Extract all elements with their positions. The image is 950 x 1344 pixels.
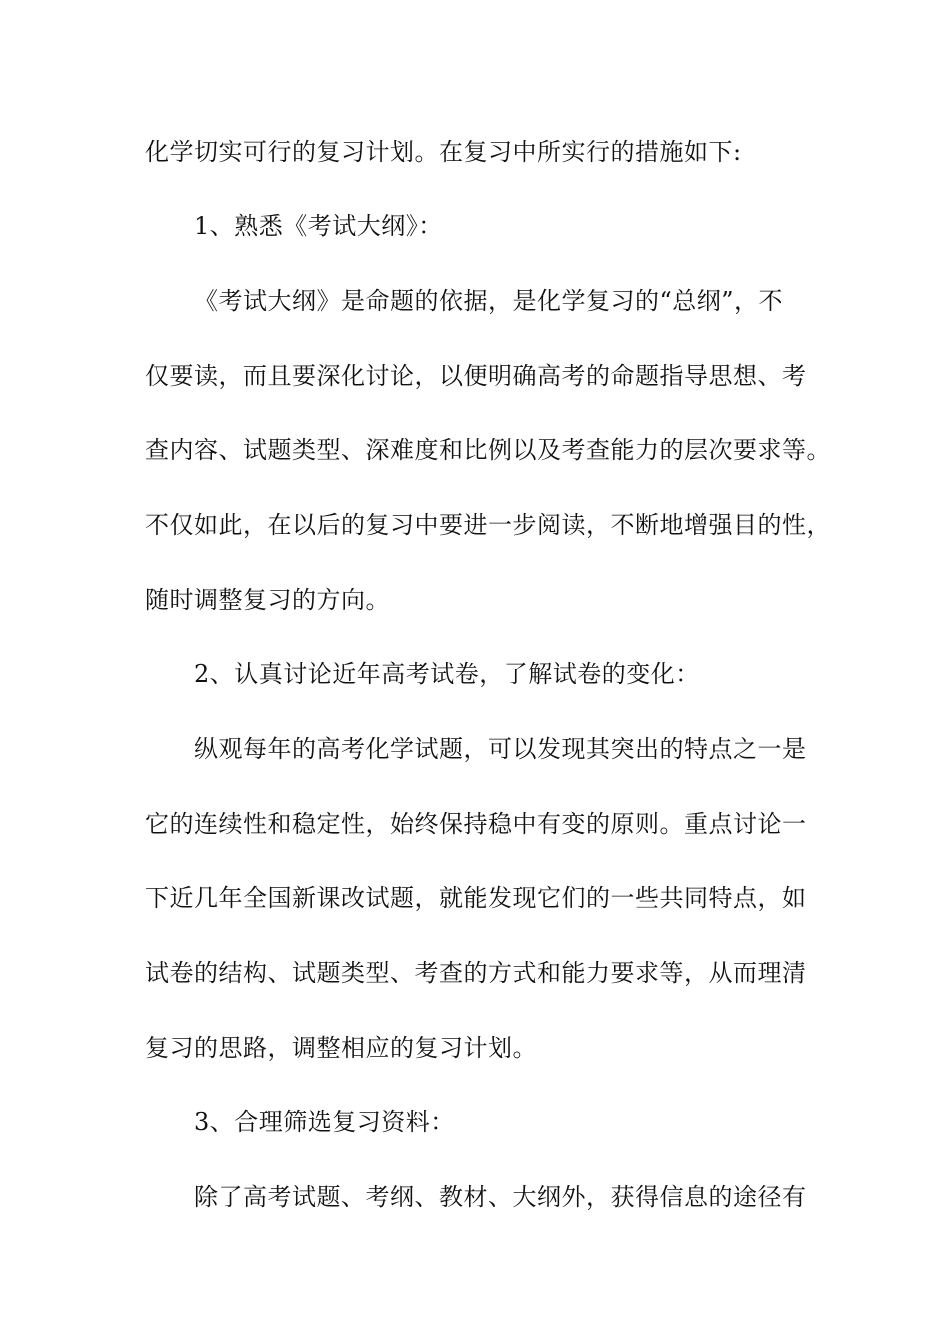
text-line: 纵观每年的高考化学试题，可以发现其突出的特点之一是 [194, 735, 807, 763]
text-line: 它的连续性和稳定性，始终保持稳中有变的原则。重点讨论一 [145, 810, 807, 838]
text-line: 仅要读，而且要深化讨论，以便明确高考的命题指导思想、考 [145, 362, 807, 390]
section-heading: 3、合理筛选复习资料： [194, 1108, 455, 1136]
section-heading: 2、认真讨论近年高考试卷，了解试卷的变化： [194, 660, 700, 688]
text-line: 随时调整复习的方向。 [145, 586, 390, 614]
text-line: 复习的思路，调整相应的复习计划。 [145, 1034, 537, 1062]
text-line: 试卷的结构、试题类型、考查的方式和能力要求等，从而理清 [145, 959, 807, 987]
text-line: 化学切实可行的复习计划。在复习中所实行的措施如下: [145, 138, 742, 166]
text-line: 查内容、试题类型、深难度和比例以及考查能力的层次要求等。 [145, 436, 831, 464]
text-line: 除了高考试题、考纲、教材、大纲外，获得信息的途径有 [194, 1183, 807, 1211]
text-line: 《考试大纲》是命题的依据，是化学复习的“总纲”，不 [194, 287, 784, 315]
text-line: 下近几年全国新课改试题，就能发现它们的一些共同特点，如 [145, 884, 807, 912]
section-heading: 1、熟悉《考试大纲》： [194, 212, 443, 240]
text-line: 不仅如此，在以后的复习中要进一步阅读，不断地增强目的性， [145, 511, 831, 539]
